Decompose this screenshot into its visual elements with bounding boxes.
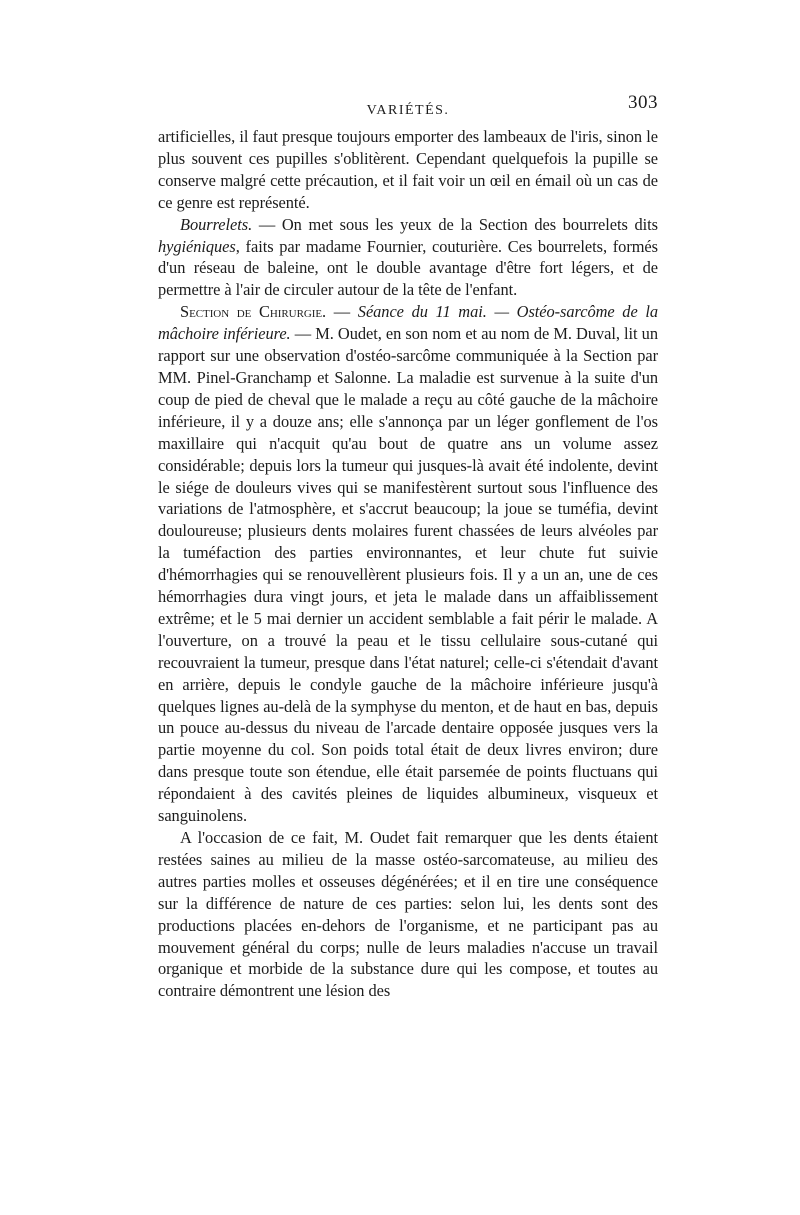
term-hygieniques: hygiéniques <box>158 236 236 256</box>
paragraph-text: artificielles, il faut presque toujours emporter des lambeaux de l'iris, sinon le plus souvent ces pupilles s'oblitèrent. Cependant quelquefois la pupille se conserve malgré cette précaution, et il fait voir un œil en émail où un cas de ce genre est représenté. <box>158 127 658 212</box>
paragraph-dents <box>158 827 658 1002</box>
paragraph-text: — M. Oudet, en son nom et au nom de M. Duval, lit un rapport sur une observation d'ostéo-sarcôme communiquée à la Section par MM. Pinel-Granchamp et Salonne. La maladie est survenue à la suite d'un coup de pied de cheval que le malade a reçu au côté gauche de la mâchoire inférieure, il y a douze ans; elle s'annonça par un léger gonflement de l'os maxillaire qui n'acquit qu'au bout de quatre ans un volume assez considérable; depuis lors la tumeur qui jusques-là avait été indolente, devint le siége de douleurs vives qui se manifestèrent surtout sous l'influence des variations de l'atmosphère, et s'accrut beaucoup; la joue se tuméfia, devint douloureuse; plusieurs dents molaires furent chassées de leurs alvéoles par la tuméfaction des parties environnantes, et leur chute fut suivie d'hémorrhagies qui se renouvellèrent plusieurs fois. Il y a un an, une de ces hémorrhagies dura vingt jours, et jeta le malade dans un affaiblissement extrême; et le 5 mai dernier un accident semblable a fait périr le malade. A l'ouverture, on a trouvé la peau et le tissu cellulaire sous-cutané qui recouvraient la tumeur, presque dans l'état naturel; celle-ci s'étendait d'avant en arrière, depuis le condyle gauche de la mâchoire inférieure jusqu'à quelques lignes au-delà de la symphyse du menton, et de haut en bas, depuis un pouce au-dessus du niveau de l'arcade dentaire opposée jusques vers la partie moyenne du col. Son poids total était de deux livres environ; dure dans presque toute son étendue, elle était parsemée de points fluctuans qui répondaient à des cavités pleines de liquides albumineux, visqueux et sanguinolens. <box>158 324 658 826</box>
paragraph-bourrelets <box>158 214 658 302</box>
paragraph-osteo-sarcome <box>158 301 658 827</box>
paragraph-text: , faits par madame Fournier, couturière. Ces bourrelets, formés d'un réseau de baleine, ont le double avantage d'être fort légers, et de permettre à l'air de circuler autour de la tête de l'enfant. <box>158 236 658 300</box>
section-heading-bourrelets: Bourrelets. <box>180 214 253 234</box>
session-title: Séance du 11 mai. — Ostéo-sarcôme de la mâchoire inférieure. <box>158 302 659 344</box>
paragraph-text: — <box>326 302 358 322</box>
paragraph-text: — On met sous les yeux de la Section des bourrelets dits <box>252 214 658 234</box>
page-text-column <box>158 92 659 1002</box>
section-heading-chirurgie: Section de Chirurgie. <box>180 302 327 322</box>
paragraph-iris <box>158 126 658 214</box>
running-title: VARIÉTÉS. <box>366 103 450 118</box>
paragraph-text: A l'occasion de ce fait, M. Oudet fait remarquer que les dents étaient restées saines au milieu de la masse ostéo-sarcomateuse, au milieu des autres parties molles et osseuses dégénérées; et il en tire une conséquence sur la différence de nature de ces parties: selon lui, les dents sont des productions placées en-dehors de l'organisme, et ne participant pas au mouvement général du corps; nulle de leurs maladies n'accuse un travail organique et morbide de la substance dure qui les compose, et toutes au contraire démontrent une lésion des <box>158 828 658 1001</box>
page-number: 303 <box>628 92 658 113</box>
running-head <box>158 92 658 118</box>
